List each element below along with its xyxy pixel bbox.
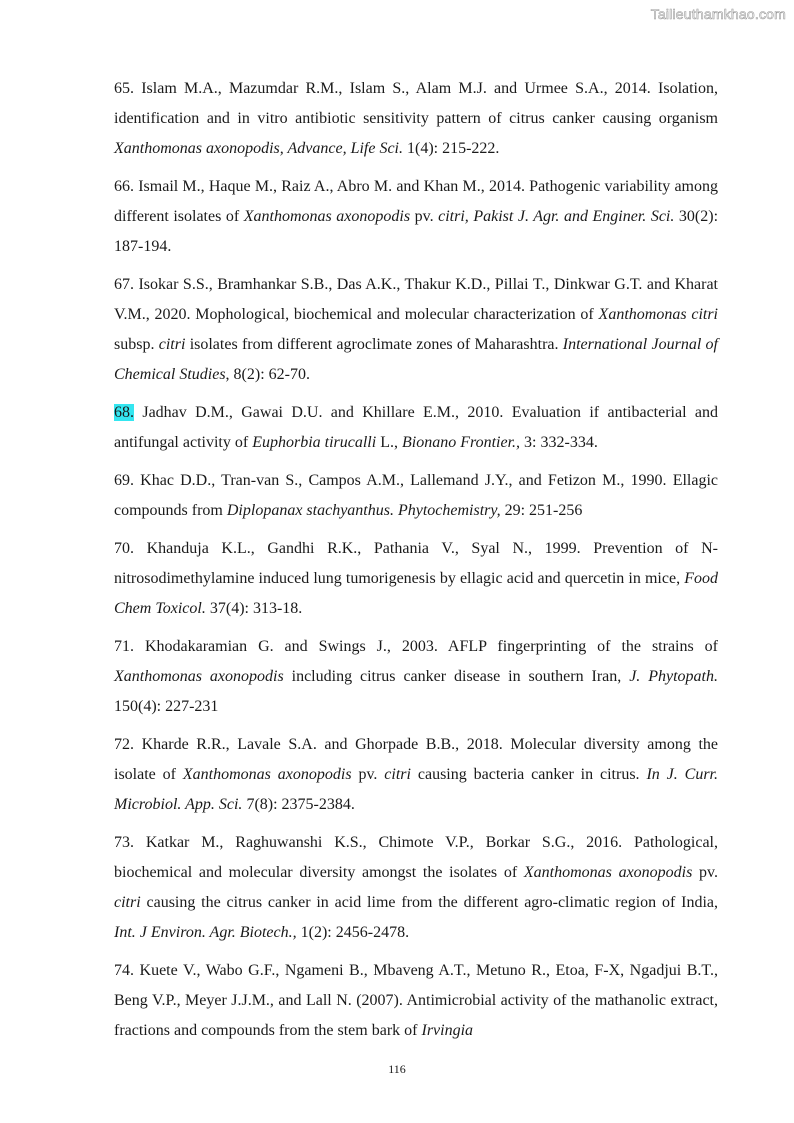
reference-text: Jadhav D.M., Gawai D.U. and Khillare E.M., 2010. Evaluation if antibacterial and antifungal activity of — [114, 404, 718, 451]
reference-number: 67. — [114, 276, 134, 293]
reference-italic-text: Food Chem Toxicol. — [114, 570, 718, 617]
reference-entry — [114, 956, 718, 1046]
reference-text: Khanduja K.L., Gandhi R.K., Pathania V., Syal N., 1999. Prevention of N-nitrosodimethylamine induced lung tumorigenesis by ellagic acid and quercetin in mice, — [114, 540, 718, 587]
reference-entry — [114, 74, 718, 164]
reference-entry — [114, 398, 718, 458]
reference-entry — [114, 730, 718, 820]
reference-italic-text: citri, Pakist J. Agr. and Enginer. Sci. — [438, 208, 675, 225]
reference-text: Khac D.D., Tran-van S., Campos A.M., Lallemand J.Y., and Fetizon M., 1990. Ellagic compounds from — [114, 472, 718, 519]
reference-entry — [114, 466, 718, 526]
reference-number: 69. — [114, 472, 134, 489]
watermark: Tailieuthamkhao.com — [650, 6, 786, 22]
reference-italic-text: citri — [384, 766, 411, 783]
reference-entry — [114, 534, 718, 624]
reference-text: Islam M.A., Mazumdar R.M., Islam S., Alam M.J. and Urmee S.A., 2014. Isolation, identification and in vitro antibiotic sensitivity pattern of citrus canker causing organism — [114, 80, 718, 127]
reference-entry — [114, 828, 718, 948]
reference-italic-text: J. Phytopath. — [629, 668, 718, 685]
reference-italic-text: citri — [158, 336, 186, 353]
page-number: 116 — [388, 1062, 406, 1076]
reference-number: 70. — [114, 540, 134, 557]
reference-number: 72. — [114, 736, 134, 753]
reference-text: 7(8): 2375-2384. — [242, 796, 355, 813]
reference-number: 68. — [114, 404, 134, 421]
reference-text: Katkar M., Raghuwanshi K.S., Chimote V.P., Borkar S.G., 2016. Pathological, biochemical and molecular diversity amongst the isolates of — [114, 834, 718, 881]
reference-text: 1(2): 2456-2478. — [296, 924, 410, 941]
reference-text: Isokar S.S., Bramhankar S.B., Das A.K., Thakur K.D., Pillai T., Dinkwar G.T. and Kharat V.M., 2020. Mophological, biochemical and molecular characterization of — [114, 276, 718, 323]
reference-entry — [114, 632, 718, 722]
reference-text: 30(2): 187-194. — [114, 208, 719, 255]
reference-italic-text: citri — [114, 894, 141, 911]
reference-text: Kuete V., Wabo G.F., Ngameni B., Mbaveng A.T., Metuno R., Etoa, F-X, Ngadjui B.T., Beng V.P., Meyer J.J.M., and Lall N. (2007). Antimicrobial activity of the mathanolic extract, fractions and compounds from the stem bark of — [114, 962, 718, 1039]
reference-italic-text: Bionano Frontier., — [401, 434, 521, 451]
reference-text: pv. — [410, 208, 439, 225]
reference-italic-text: International Journal of Chemical Studies — [114, 336, 718, 383]
reference-text: Khodakaramian G. and Swings J., 2003. AFLP fingerprinting of the strains of — [134, 638, 718, 655]
reference-italic-text: Xanthomonas axonopodis, Advance, Life Sci. — [114, 140, 403, 157]
reference-italic-text: In J. Curr. Microbiol. App. Sci. — [114, 766, 718, 813]
reference-text: pv. — [692, 864, 718, 881]
reference-text: including citrus canker disease in southern Iran, — [283, 668, 630, 685]
reference-entry — [114, 172, 718, 262]
reference-text: 1(4): 215-222. — [403, 140, 500, 157]
reference-text: 37(4): 313-18. — [205, 600, 303, 617]
reference-italic-text: Irvingia — [421, 1022, 474, 1039]
reference-number: 74. — [114, 962, 134, 979]
reference-number: 73. — [114, 834, 134, 851]
reference-text: causing bacteria canker in citrus. — [410, 766, 647, 783]
reference-text: 29: 251-256 — [500, 502, 583, 519]
reference-text: Kharde R.R., Lavale S.A. and Ghorpade B.B., 2018. Molecular diversity among the isolate of — [114, 736, 718, 783]
reference-italic-text: Euphorbia tirucalli — [252, 434, 377, 451]
reference-italic-text: Xanthomonas axonopodis — [182, 766, 352, 783]
reference-entry — [114, 270, 718, 390]
reference-italic-text: Xanthomonas citri — [598, 306, 719, 323]
reference-text: causing the citrus canker in acid lime from the different agro-climatic region of India, — [140, 894, 718, 911]
reference-text: , 8(2): 62-70. — [225, 366, 310, 383]
reference-italic-text: Int. J Environ. Agr. Biotech., — [114, 924, 297, 941]
reference-number: 66. — [114, 178, 134, 195]
reference-list — [114, 74, 718, 1054]
reference-italic-text: Xanthomonas axonopodis — [114, 668, 284, 685]
reference-number: 71. — [114, 638, 134, 655]
reference-text: pv. — [351, 766, 385, 783]
reference-italic-text: Diplopanax stachyanthus. Phytochemistry, — [226, 502, 501, 519]
reference-italic-text: Xanthomonas axonopodis — [243, 208, 411, 225]
reference-text: subsp. — [114, 336, 159, 353]
reference-text: Ismail M., Haque M., Raiz A., Abro M. and Khan M., 2014. Pathogenic variability among different isolates of — [114, 178, 718, 225]
reference-number: 65. — [114, 80, 134, 97]
reference-text: 150(4): 227-231 — [114, 698, 219, 715]
reference-text: L., — [376, 434, 402, 451]
reference-text: 3: 332-334. — [520, 434, 598, 451]
reference-italic-text: Xanthomonas axonopodis — [523, 864, 693, 881]
reference-text: isolates from different agroclimate zones of Maharashtra. — [185, 336, 563, 353]
